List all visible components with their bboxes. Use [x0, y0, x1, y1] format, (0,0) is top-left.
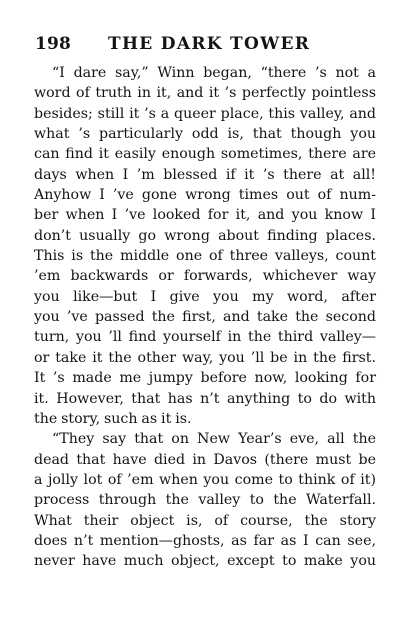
text-line: “I dare say,” Winn began, “there ’s not a: [52, 65, 376, 81]
text-line: dead that have died in Davos (there must be: [34, 451, 376, 468]
text-line: or take it the other way, you ’ll be in the first.: [34, 349, 376, 366]
text-line: you ’ve passed the first, and take the second: [34, 309, 376, 326]
text-line: ber when I ’ve looked for it, and you know I: [34, 207, 376, 224]
text-line: word of truth in it, and it ’s perfectly pointless: [34, 85, 376, 102]
text-line: process through the valley to the Waterfall.: [34, 492, 376, 509]
text-line: What their object is, of course, the story: [34, 512, 376, 529]
text-line: It ’s made me jumpy before now, looking for: [34, 370, 376, 387]
page-header: [35, 34, 375, 58]
text-line: Anyhow I ’ve gone wrong times out of num-: [34, 187, 376, 204]
text-line: does n’t mention—ghosts, as far as I can see,: [34, 532, 376, 549]
text-line: the story, such as it is.: [34, 410, 192, 427]
text-line: can find it easily enough sometimes, there are: [34, 146, 376, 163]
running-head: THE DARK TOWER: [108, 34, 311, 54]
text-line: never have much object, except to make you: [34, 553, 376, 570]
text-line: This is the middle one of three valleys, count: [34, 248, 376, 265]
text-line: ’em backwards or forwards, whichever way: [34, 268, 376, 285]
text-line: what ’s particularly odd is, that though you: [34, 126, 376, 143]
text-line: a jolly lot of ’em when you come to think of it): [34, 471, 376, 488]
text-line: days when I ’m blessed if it ’s there at all!: [34, 166, 376, 183]
text-line: don’t usually go wrong about finding places.: [34, 227, 376, 244]
text-line: it. However, that has n’t anything to do with: [34, 390, 376, 407]
text-line: besides; still it ’s a queer place, this valley, and: [34, 105, 376, 122]
text-line: you like—but I give you my word, after: [34, 288, 376, 305]
text-line: turn, you ’ll find yourself in the third valley—: [34, 329, 376, 346]
page-number: 198: [35, 34, 72, 54]
text-line: “They say that on New Year’s eve, all the: [52, 431, 376, 448]
body-text: [34, 63, 376, 572]
